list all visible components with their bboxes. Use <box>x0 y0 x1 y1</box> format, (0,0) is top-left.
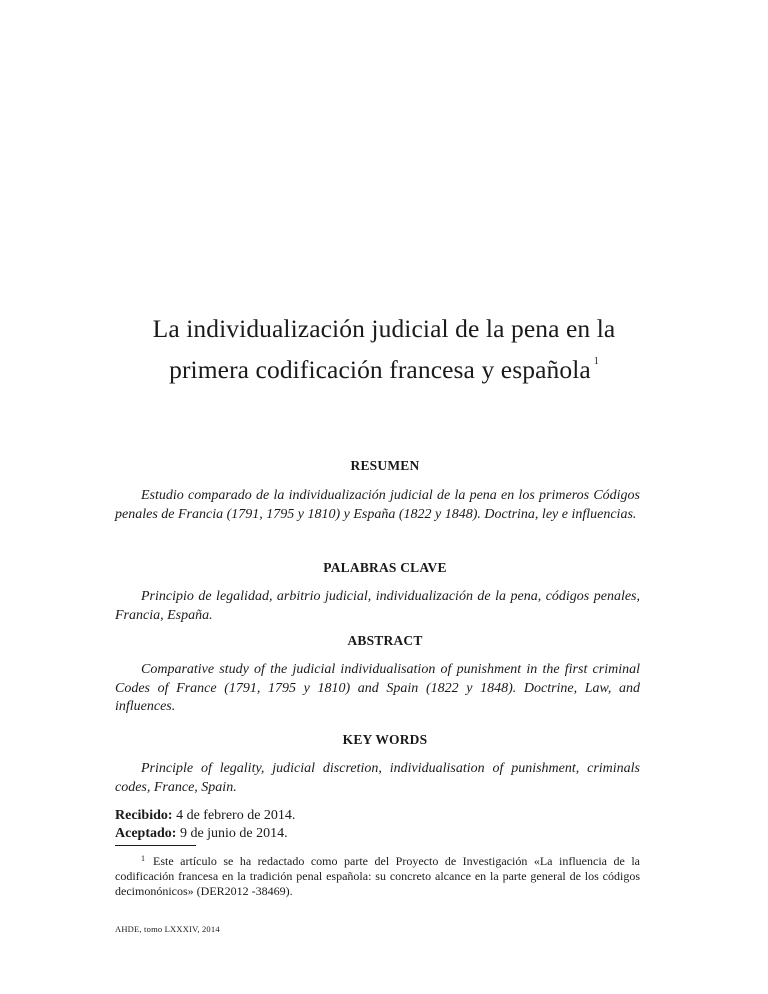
dates-block <box>115 807 295 842</box>
title-line-2 <box>100 345 668 386</box>
palabras-clave-text: Principio de legalidad, arbitrio judicial, individualización de la pena, códigos penales, Francia, España. <box>115 589 640 623</box>
received-value: 4 de febrero de 2014. <box>176 808 296 823</box>
accepted-label: Aceptado: <box>115 825 177 841</box>
palabras-clave-heading: PALABRAS CLAVE <box>323 560 447 575</box>
received-label: Recibido: <box>115 808 173 823</box>
abstract-text: Comparative study of the judicial individualisation of punishment in the first criminal Codes of France (1791, 1795 y 1810) and Spain (1822 y 1848). Doctrine, Law, and influences. <box>115 662 640 714</box>
title-line-1: La individualización judicial de la pena en la <box>152 314 616 343</box>
accepted-value: 9 de junio de 2014. <box>179 825 288 841</box>
title-line-2-text: primera codificación francesa y española <box>169 355 591 384</box>
article-title <box>100 312 668 386</box>
footnote-mark: 1 <box>141 854 145 863</box>
title-footnote-mark: 1 <box>593 356 599 367</box>
running-footer: AHDE, tomo LXXXIV, 2014 <box>115 924 220 934</box>
key-words-heading: KEY WORDS <box>342 732 428 747</box>
resumen-text: Estudio comparado de la individualización judicial de la pena en los primeros Códigos penales de Francia (1791, 1795 y 1810) y España (1822 y 1848). Doctrina, ley e influencias. <box>115 488 640 522</box>
key-words-text: Principle of legality, judicial discretion, individualisation of punishment, criminals codes, France, Spain. <box>115 761 640 795</box>
abstract-heading: ABSTRACT <box>347 633 423 648</box>
footnote-divider <box>115 845 196 846</box>
received-line <box>115 807 295 825</box>
footnote <box>115 851 640 899</box>
footnote-text: Este artículo se ha redactado como parte del Proyecto de Investigación «La influencia de la codificación francesa en la tradición penal española: su concreto alcance en la parte general de los códigos decimonónicos» (DER2012 -38469). <box>115 854 640 898</box>
resumen-heading: RESUMEN <box>350 458 420 473</box>
accepted-line <box>115 825 295 843</box>
